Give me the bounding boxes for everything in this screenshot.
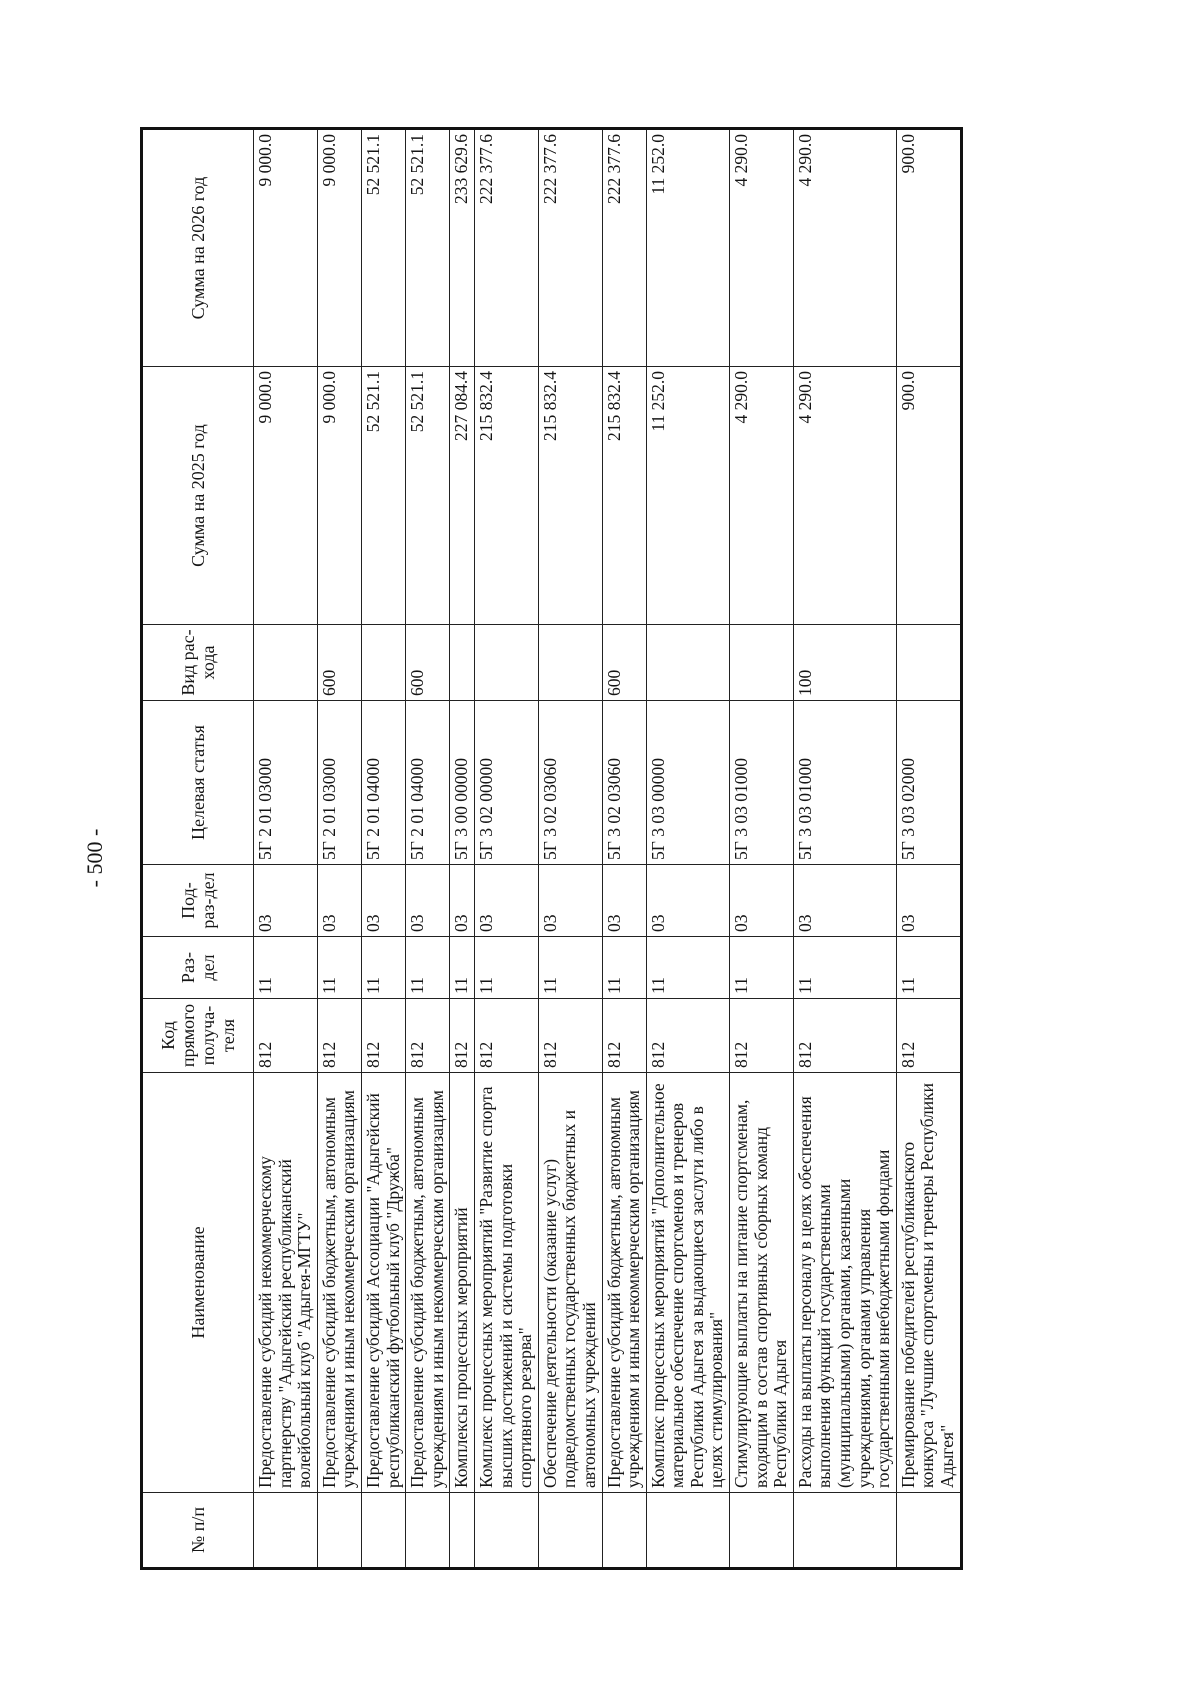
row-expense-type (254, 625, 318, 701)
table-row (730, 129, 794, 1569)
row-recipient: 812 (538, 999, 602, 1073)
row-recipient: 812 (896, 999, 961, 1073)
row-sum-2026: 52 521.1 (361, 129, 405, 367)
header-recipient: Код прямого получа-теля (142, 999, 254, 1073)
table-row (361, 129, 405, 1569)
rotated-table-wrapper (140, 130, 957, 1570)
row-expense-type (450, 625, 475, 701)
header-name: Наименование (142, 1073, 254, 1493)
row-no (450, 1493, 475, 1569)
row-expense-type: 600 (317, 625, 361, 701)
row-no (646, 1493, 729, 1569)
row-name: Расходы на выплаты персоналу в целях обеспечения выполнения функций государственными (муниципальными) органами, казенными учреждениями, органами управления государственными внебюджетными фондами (793, 1073, 896, 1493)
row-sum-2026: 900.0 (896, 129, 961, 367)
row-subsection: 03 (896, 865, 961, 937)
row-no (361, 1493, 405, 1569)
row-sum-2026: 4 290.0 (793, 129, 896, 367)
row-recipient: 812 (450, 999, 475, 1073)
row-target: 5Г 2 01 04000 (361, 701, 405, 865)
row-section: 11 (361, 937, 405, 999)
row-name: Комплексы процессных мероприятий (450, 1073, 475, 1493)
header-no: № п/п (142, 1493, 254, 1569)
row-subsection: 03 (646, 865, 729, 937)
row-section: 11 (317, 937, 361, 999)
row-subsection: 03 (361, 865, 405, 937)
row-expense-type: 600 (602, 625, 646, 701)
table-row (450, 129, 475, 1569)
row-sum-2026: 9 000.0 (254, 129, 318, 367)
row-recipient: 812 (646, 999, 729, 1073)
row-sum-2026: 222 377.6 (538, 129, 602, 367)
row-subsection: 03 (254, 865, 318, 937)
table-row (538, 129, 602, 1569)
row-no (406, 1493, 450, 1569)
row-sum-2025: 4 290.0 (793, 367, 896, 625)
row-expense-type: 100 (793, 625, 896, 701)
row-sum-2025: 215 832.4 (602, 367, 646, 625)
header-sum-2025: Сумма на 2025 год (142, 367, 254, 625)
table-row (254, 129, 318, 1569)
table-row (896, 129, 961, 1569)
row-no (896, 1493, 961, 1569)
table-row (646, 129, 729, 1569)
row-recipient: 812 (361, 999, 405, 1073)
row-no (602, 1493, 646, 1569)
budget-table (140, 127, 963, 1570)
row-sum-2026: 52 521.1 (406, 129, 450, 367)
row-name: Предоставление субсидий Ассоциации "Адыгейский республиканский футбольный клуб "Дружба" (361, 1073, 405, 1493)
row-name: Премирование победителей республиканского конкурса "Лучшие спортсмены и тренеры Республики Адыгея" (896, 1073, 961, 1493)
row-name: Предоставление субсидий бюджетным, автономным учреждениям и иным некоммерческим организациям (406, 1073, 450, 1493)
row-sum-2025: 4 290.0 (730, 367, 794, 625)
row-expense-type (896, 625, 961, 701)
table-row (406, 129, 450, 1569)
row-name: Комплекс процессных мероприятий "Дополнительное материальное обеспечение спортсменов и тренеров Республики Адыгея за выдающиеся заслуги либо в целях стимулирования" (646, 1073, 729, 1493)
row-target: 5Г 2 01 04000 (406, 701, 450, 865)
row-no (538, 1493, 602, 1569)
row-recipient: 812 (730, 999, 794, 1073)
row-sum-2025: 52 521.1 (406, 367, 450, 625)
row-expense-type (730, 625, 794, 701)
page-number: - 500 - (82, 828, 107, 888)
row-sum-2025: 9 000.0 (317, 367, 361, 625)
row-expense-type (474, 625, 538, 701)
row-subsection: 03 (406, 865, 450, 937)
row-subsection: 03 (730, 865, 794, 937)
row-target: 5Г 3 03 01000 (730, 701, 794, 865)
row-subsection: 03 (317, 865, 361, 937)
row-sum-2026: 233 629.6 (450, 129, 475, 367)
row-no (474, 1493, 538, 1569)
row-no (730, 1493, 794, 1569)
row-name: Обеспечение деятельности (оказание услуг) подведомственных государственных бюджетных и автономных учреждений (538, 1073, 602, 1493)
row-sum-2025: 9 000.0 (254, 367, 318, 625)
row-subsection: 03 (602, 865, 646, 937)
row-expense-type (538, 625, 602, 701)
row-name: Предоставление субсидий бюджетным, автономным учреждениям и иным некоммерческим организациям (602, 1073, 646, 1493)
table-row (602, 129, 646, 1569)
row-sum-2025: 227 084.4 (450, 367, 475, 625)
row-sum-2026: 4 290.0 (730, 129, 794, 367)
table-header-row (142, 129, 254, 1569)
row-section: 11 (646, 937, 729, 999)
row-recipient: 812 (474, 999, 538, 1073)
row-target: 5Г 3 03 02000 (896, 701, 961, 865)
row-no (793, 1493, 896, 1569)
row-sum-2026: 222 377.6 (474, 129, 538, 367)
row-target: 5Г 3 02 03060 (602, 701, 646, 865)
row-target: 5Г 2 01 03000 (317, 701, 361, 865)
row-expense-type (361, 625, 405, 701)
row-sum-2025: 215 832.4 (538, 367, 602, 625)
row-expense-type: 600 (406, 625, 450, 701)
row-section: 11 (450, 937, 475, 999)
row-expense-type (646, 625, 729, 701)
row-subsection: 03 (793, 865, 896, 937)
table-row (317, 129, 361, 1569)
header-expense-type: Вид рас-хода (142, 625, 254, 701)
row-name: Предоставление субсидий бюджетным, автономным учреждениям и иным некоммерческим организациям (317, 1073, 361, 1493)
row-recipient: 812 (254, 999, 318, 1073)
row-sum-2025: 52 521.1 (361, 367, 405, 625)
row-target: 5Г 3 03 01000 (793, 701, 896, 865)
row-sum-2026: 11 252.0 (646, 129, 729, 367)
row-sum-2025: 11 252.0 (646, 367, 729, 625)
row-target: 5Г 3 00 00000 (450, 701, 475, 865)
row-subsection: 03 (474, 865, 538, 937)
row-sum-2025: 215 832.4 (474, 367, 538, 625)
header-section: Раз-дел (142, 937, 254, 999)
row-section: 11 (254, 937, 318, 999)
row-section: 11 (793, 937, 896, 999)
row-name: Стимулирующие выплаты на питание спортсменам, входящим в состав спортивных сборных команд Республики Адыгея (730, 1073, 794, 1493)
row-no (254, 1493, 318, 1569)
row-subsection: 03 (450, 865, 475, 937)
row-section: 11 (474, 937, 538, 999)
row-target: 5Г 3 02 03060 (538, 701, 602, 865)
row-target: 5Г 3 02 00000 (474, 701, 538, 865)
row-recipient: 812 (793, 999, 896, 1073)
row-sum-2026: 9 000.0 (317, 129, 361, 367)
row-recipient: 812 (602, 999, 646, 1073)
header-target: Целевая статья (142, 701, 254, 865)
row-recipient: 812 (317, 999, 361, 1073)
row-sum-2025: 900.0 (896, 367, 961, 625)
row-section: 11 (538, 937, 602, 999)
header-subsection: Под-раз-дел (142, 865, 254, 937)
row-no (317, 1493, 361, 1569)
row-name: Предоставление субсидий некоммерческому партнерству "Адыгейский республиканский волейбольный клуб "Адыгея-МГТУ" (254, 1073, 318, 1493)
row-section: 11 (896, 937, 961, 999)
table-row (793, 129, 896, 1569)
row-target: 5Г 2 01 03000 (254, 701, 318, 865)
row-section: 11 (406, 937, 450, 999)
table-row (474, 129, 538, 1569)
row-name: Комплекс процессных мероприятий "Развитие спорта высших достижений и системы подготовки спортивного резерва" (474, 1073, 538, 1493)
row-section: 11 (602, 937, 646, 999)
row-sum-2026: 222 377.6 (602, 129, 646, 367)
row-target: 5Г 3 03 00000 (646, 701, 729, 865)
row-recipient: 812 (406, 999, 450, 1073)
row-subsection: 03 (538, 865, 602, 937)
row-section: 11 (730, 937, 794, 999)
header-sum-2026: Сумма на 2026 год (142, 129, 254, 367)
